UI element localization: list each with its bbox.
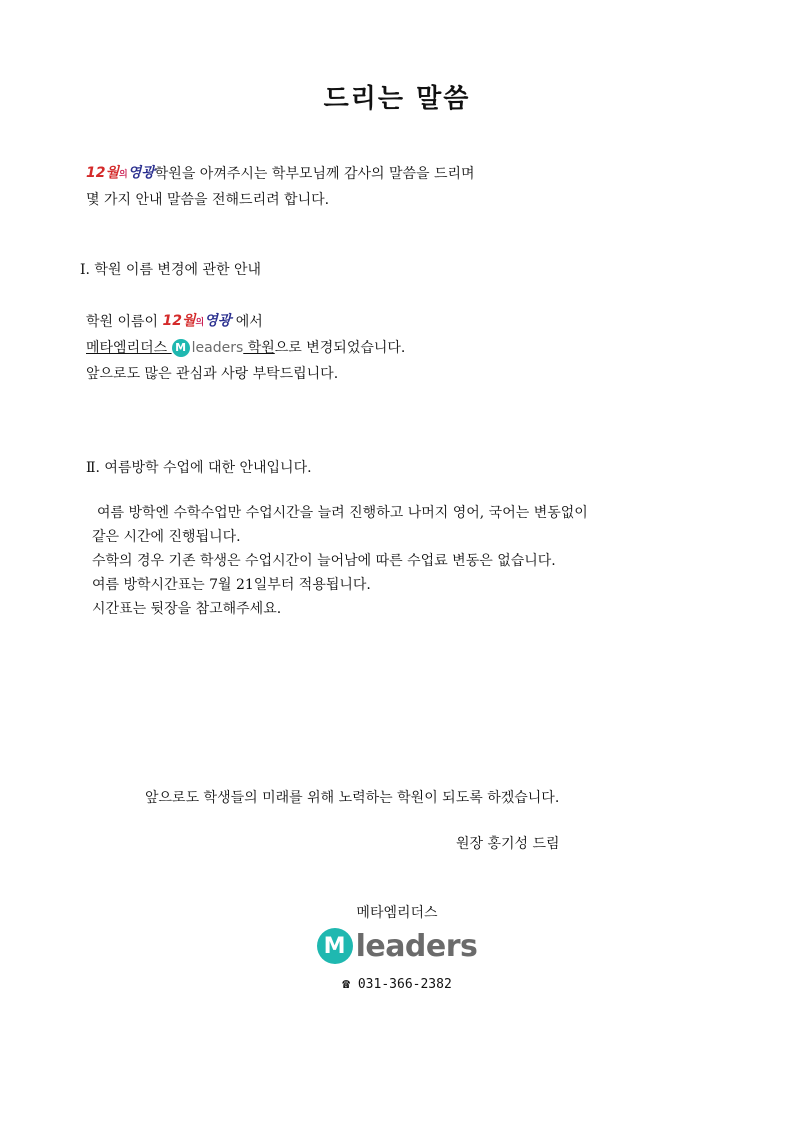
new-name-underlined: 메타엠리더스 M leaders 학원 xyxy=(86,340,275,356)
section2-line: 여름 방학시간표는 7월 21일부터 적용됩니다. xyxy=(92,577,371,593)
section1-heading: Ⅰ. 학원 이름 변경에 관한 안내 xyxy=(80,262,261,278)
intro-line-1 xyxy=(86,163,475,185)
section2-heading: Ⅱ. 여름방학 수업에 대한 안내입니다. xyxy=(86,460,312,476)
m-circle-icon: M xyxy=(317,928,353,964)
twelve-month-logo: 12월의영광 xyxy=(86,165,155,181)
section2-line: 여름 방학엔 수학수업만 수업시간을 늘려 진행하고 나머지 영어, 국어는 변동없이 xyxy=(97,505,588,521)
telephone-icon: ☎ xyxy=(342,977,351,992)
section1-line1-suffix: 에서 xyxy=(231,314,263,330)
section1-line-1 xyxy=(86,311,263,333)
twelve-month-logo-inline: 12월의영광 xyxy=(162,313,232,329)
footer-academy-name: 메타엠리더스 xyxy=(356,905,438,921)
signature: 원장 홍기성 드림 xyxy=(456,836,560,852)
section1-line-3: 앞으로도 많은 관심과 사랑 부탁드립니다. xyxy=(86,366,339,382)
section2-line: 같은 시간에 진행됩니다. xyxy=(92,529,241,545)
mleaders-logo xyxy=(0,928,794,964)
section1-line2-suffix: 으로 변경되었습니다. xyxy=(274,340,406,356)
section2-line: 수학의 경우 기존 학생은 수업시간이 늘어남에 따른 수업료 변동은 없습니다. xyxy=(92,553,556,569)
intro-line-2: 몇 가지 안내 말씀을 전해드리려 합니다. xyxy=(86,192,330,208)
leaders-wordmark: leaders xyxy=(355,928,478,964)
closing-text: 앞으로도 학생들의 미래를 위해 노력하는 학원이 되도록 하겠습니다. xyxy=(145,790,560,806)
footer-phone xyxy=(0,975,794,995)
section1-line1-prefix: 학원 이름이 xyxy=(86,314,163,330)
page-title: 드리는 말씀 xyxy=(323,84,471,114)
section2-line: 시간표는 뒷장을 참고해주세요. xyxy=(92,601,282,617)
phone-number: 031-366-2382 xyxy=(357,977,452,992)
intro-text-1: 학원을 아껴주시는 학부모님께 감사의 말씀을 드리며 xyxy=(154,166,475,182)
section1-line-2 xyxy=(86,338,405,358)
mleaders-logo-inline: M leaders xyxy=(172,338,244,358)
